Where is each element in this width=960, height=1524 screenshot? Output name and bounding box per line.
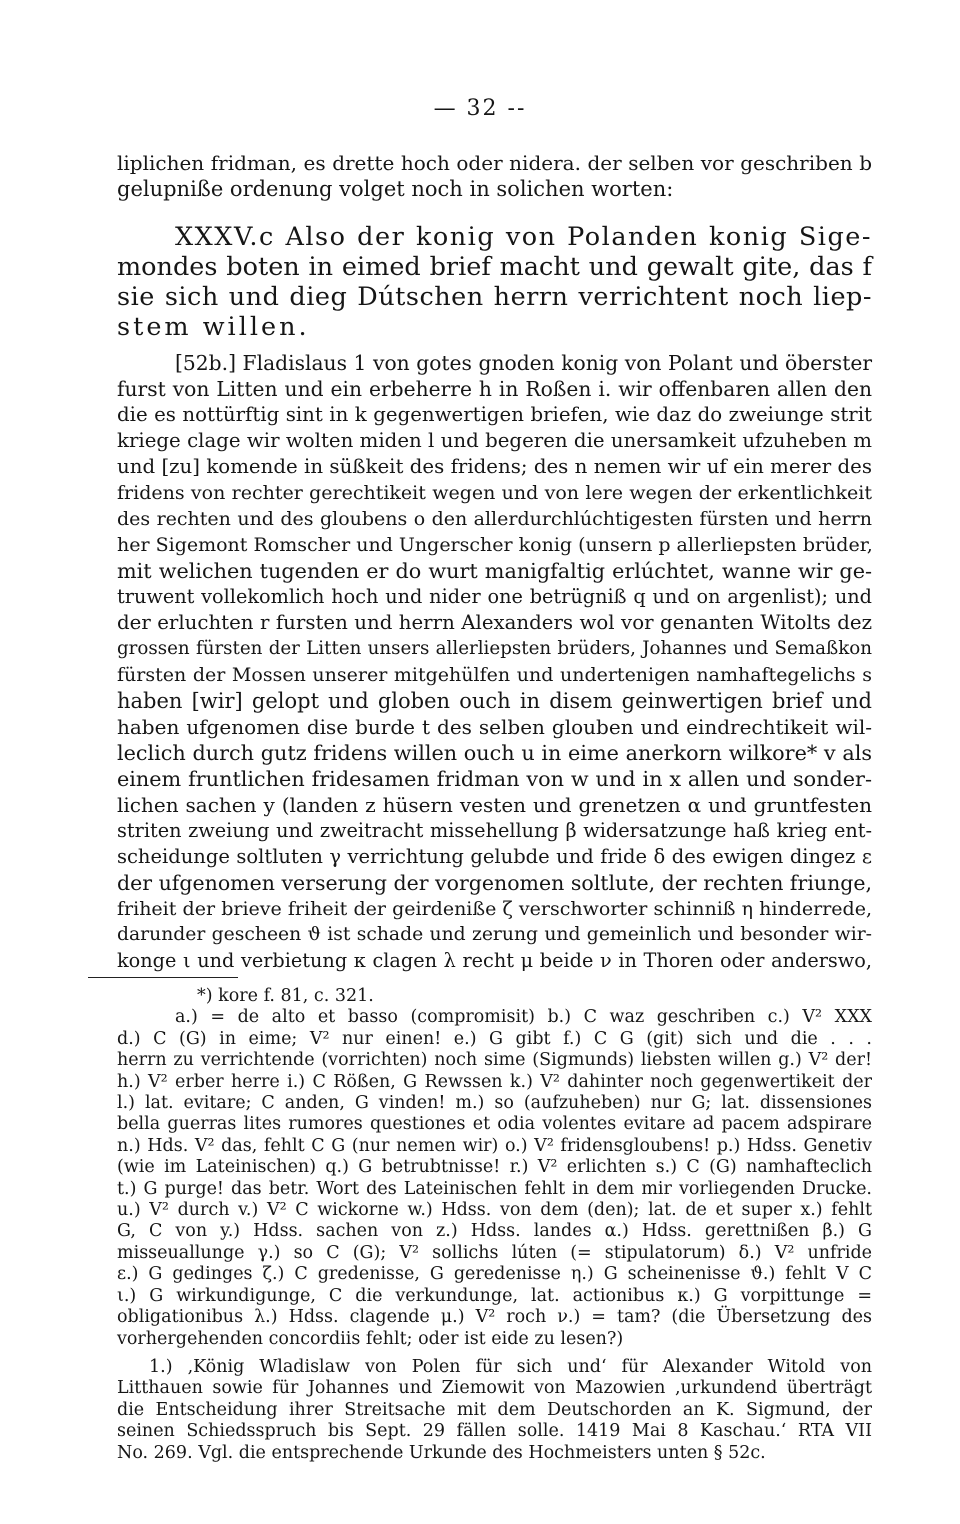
text-line: der erluchten r fursten und herrn Alexanders wol vor genanten Witolts dez: [117, 611, 872, 634]
text-line: gelupniße ordenung volget noch in solichen worten:: [117, 177, 674, 201]
footnote-line: *) kore f. 81, c. 321.: [197, 986, 374, 1006]
text-line: [52b.] Fladislaus 1 von gotes gnoden konig von Polant und öberster: [175, 351, 872, 375]
text-line: furst von Litten und ein erbeherre h in Roßen i. wir offenbaren allen den: [117, 377, 872, 401]
text-line: der ufgenomen verserung der vorgenomen soltlute, der rechten friunge,: [117, 871, 873, 895]
footnote-line: a.) = de alto et basso (compromisit) b.) C waz geschriben c.) V² XXX: [175, 1007, 872, 1028]
heading-line: mondes boten in eimed brief macht und gewalt gite, das f: [117, 252, 872, 282]
text-line: des rechten und des gloubens o den allerdurchlúchtigesten fürsten und herrn: [117, 508, 872, 530]
footnote-line: vorhergehenden concordiis fehlt; oder ist eide zu lesen?): [117, 1328, 624, 1349]
heading-line: stem willen.: [117, 312, 310, 342]
section-heading: [117, 222, 872, 342]
commentary-line: die Entscheidung ihrer Streitsache mit dem Deutschorden an K. Sigmund, der: [117, 1399, 872, 1420]
text-line: striten zweiung und zweitracht missehellung β widersatzunge haß krieg ent-: [117, 819, 872, 842]
text-line: fürsten der Mossen unserer mitgehülfen und undertenigen namhaftegelichs s: [117, 664, 872, 686]
commentary-line: seinen Schiedsspruch bis Sept. 29 fällen solle. 1419 Mai 8 Kaschau.‘ RTA VII: [117, 1421, 872, 1442]
footnote-line: herrn zu verrichtende (vorrichten) noch sime (Sigmunds) liebsten willen g.) V² der!: [117, 1050, 872, 1071]
textual-footnotes: [117, 986, 872, 1350]
page-number: — 32 --: [433, 96, 527, 121]
commentary-line: 1.) ‚König Wladislaw von Polen für sich und‘ für Alexander Witold von: [149, 1357, 872, 1377]
footnote-line: (wie im Lateinischen) q.) G betrubtnisse! r.) V² erlichten s.) C (G) namhafteclich: [117, 1157, 872, 1178]
footnote-line: u.) V² durch v.) V² C wickorne w.) Hdss. von dem (den); lat. de et super x.) fehlt: [117, 1200, 872, 1221]
text-line: scheidunge soltluten γ verrichtung gelubde und fride δ des ewigen dingez ε: [117, 845, 872, 868]
text-line: liplichen fridman, es drette hoch oder nidera. der selben vor geschriben b: [117, 151, 872, 175]
footnote-line: ε.) G gedinges ζ.) C gredenisse, G geredenisse η.) G scheinenisse ϑ.) fehlt V C: [117, 1264, 872, 1285]
footnote-line: bella guerras lites rumores questiones et odia volentes evitare ad pacem adspirare: [117, 1114, 872, 1135]
text-line: truwent vollekomlich hoch und nider one betrügniß q und on argenlist); und: [117, 585, 872, 608]
text-line: leclich durch gutz fridens willen ouch u in eime anerkorn wilkore* v als: [117, 741, 872, 765]
text-line: die es nottürftig sint in k gegenwertigen briefen, wie daz do zweiunge strit: [117, 403, 872, 426]
commentary-line: Litthauen sowie für Johannes und Ziemowit von Mazowien ‚urkundend überträgt: [117, 1378, 872, 1399]
text-line: lichen sachen y (landen z hüsern vesten und grenetzen α und gruntfesten: [117, 793, 872, 817]
footnote-line: obligationibus λ.) Hdss. clagende μ.) V² roch ν.) = tam? (die Übersetzung des: [117, 1307, 872, 1328]
text-line: her Sigemont Romscher und Ungerscher konig (unsern p allerliepsten brüder,: [117, 534, 873, 556]
footnote-line: ι.) G wirkundigunge, C die verkundunge, lat. actionibus κ.) G vorpittunge =: [117, 1285, 872, 1306]
text-line: fridens von rechter gerechtikeit wegen und von lere wegen der erkentlichkeit: [117, 482, 872, 504]
commentary-note: [117, 1357, 872, 1464]
text-line: mit welichen tugenden er do wurt manigfaltig erlúchtet, wanne wir ge-: [117, 559, 872, 583]
footnote-line: h.) V² erber herre i.) C Rößen, G Rewssen k.) V² dahinter noch gegenwertikeit der: [117, 1071, 872, 1092]
charter-text: [117, 350, 872, 974]
heading-line: sie sich und dieg Dútschen herrn verrichtent noch liep-: [117, 282, 872, 312]
footnote-line: n.) Hds. V² das, fehlt C G (nur nemen wir) o.) V² fridensgloubens! p.) Hdss. Genetiv: [117, 1135, 872, 1156]
commentary-line: No. 269. Vgl. die entsprechende Urkunde des Hochmeisters unten § 52c.: [117, 1442, 766, 1463]
text-line: friheit der brieve friheit der geirdeniße ζ verschworter schinniß η hinderrede,: [117, 898, 872, 920]
heading-line: XXXV.c Also der konig von Polanden konig Sige-: [175, 222, 872, 252]
footnote-line: misseuallunge γ.) so C (G); V² sollichs lúten (= stipulatorum) δ.) V² unfride: [117, 1242, 872, 1263]
text-line: und [zu] komende in süßkeit des fridens; des n nemen wir uf ein merer des: [117, 455, 872, 478]
footnote-line: d.) C (G) in eime; V² nur einen! e.) G gibt f.) C G (git) sich und die . . .: [117, 1028, 872, 1049]
footnote-line: t.) G purge! das betr. Wort des Lateinischen fehlt in dem mir vorliegenden Drucke.: [117, 1178, 872, 1199]
text-line: einem fruntlichen fridesamen fridman von w und in x allen und sonder-: [117, 767, 872, 791]
text-line: konge ι und verbietung κ clagen λ recht μ beide ν in Thoren oder anderswo,: [117, 949, 872, 972]
footnote-line: l.) lat. evitare; C anden, G vinden! m.) so (aufzuheben) nur G; lat. dissensiones: [117, 1093, 872, 1114]
text-line: haben ufgenomen dise burde t des selben glouben und eindrechtikeit wil-: [117, 715, 872, 739]
text-line: darunder gescheen ϑ ist schade und zerung und gemeinlich und besonder wir-: [117, 924, 872, 945]
text-line: haben [wir] gelopt und globen ouch in disem geinwertigen brief und: [117, 689, 872, 713]
footnote-separator: [88, 977, 238, 978]
text-line: kriege clage wir wolten miden l und begeren die unersamkeit ufzuheben m: [117, 429, 872, 452]
text-line: grossen fürsten der Litten unsers allerliepsten brüders, Johannes und Semaßkon: [117, 638, 872, 659]
footnote-line: G, C von y.) Hdss. sachen von z.) Hdss. landes α.) Hdss. gerettnißen β.) G: [117, 1221, 872, 1242]
intro-paragraph: [117, 150, 872, 202]
